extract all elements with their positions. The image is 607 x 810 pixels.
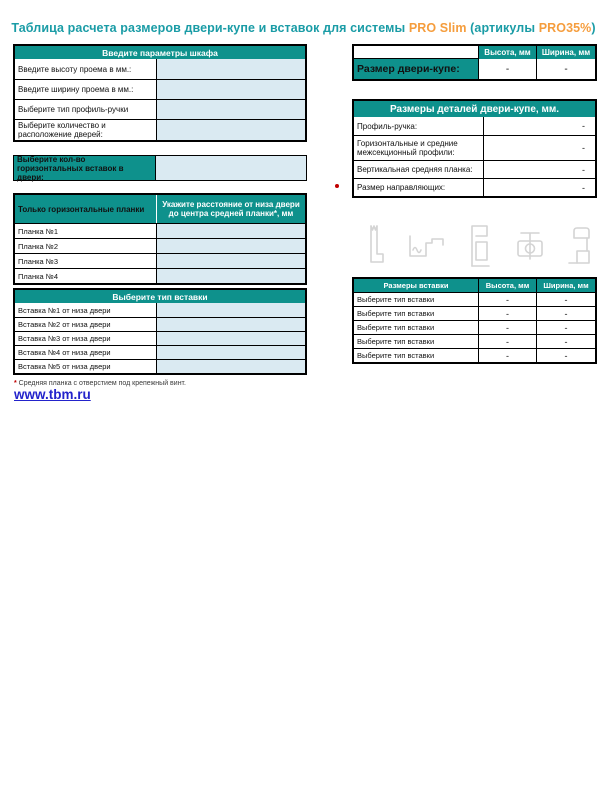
insert-row-1-width: - — [564, 294, 568, 305]
vstavka-3-type-input[interactable] — [157, 332, 305, 345]
insert-row-1-label: Выберите тип вставки — [354, 293, 479, 306]
handle-profile-size-label: Профиль-ручка: — [354, 117, 484, 135]
door-size-table — [352, 44, 597, 81]
planka-4-distance-input[interactable] — [157, 269, 305, 283]
handle-profile-size-value: - — [582, 121, 585, 131]
insert-row-4-width: - — [564, 336, 568, 347]
insert-row-4-height: - — [479, 335, 537, 348]
planka-1-distance-input[interactable] — [157, 224, 305, 238]
horizontal-profiles-size-label: Горизонтальные и средние межсекционный профили: — [354, 136, 484, 160]
footnote-asterisk: * — [14, 380, 17, 387]
insert-row-5-height: - — [479, 349, 537, 362]
insert-row-3-height: - — [479, 321, 537, 334]
inserts-col-height: Высота, мм — [479, 279, 537, 292]
door-count-layout-input[interactable] — [157, 120, 305, 140]
planka-2-label: Планка №2 — [15, 239, 157, 253]
guides-size-label: Размер направляющих: — [354, 179, 484, 196]
vstavka-4-label: Вставка №4 от низа двери — [15, 346, 157, 359]
vstavka-1-label: Вставка №1 от низа двери — [15, 303, 157, 317]
horizontal-profiles-size-value: - — [582, 143, 585, 153]
insert-row-2-label: Выберите тип вставки — [354, 307, 479, 320]
vstavka-1-type-input[interactable] — [157, 303, 305, 317]
door-size-row-label: Размер двери-купе: — [354, 59, 479, 79]
title-articles: PRO35% — [538, 21, 592, 35]
profile-icons-row — [364, 222, 596, 270]
red-marker-dot — [335, 184, 339, 188]
title-middle: (артикулы — [466, 21, 539, 35]
inserts-header: Размеры вставки — [354, 279, 479, 292]
vstavka-2-label: Вставка №2 от низа двери — [15, 318, 157, 331]
title-text: Таблица расчета размеров двери-купе и вставок для системы — [11, 21, 409, 35]
vstavka-5-label: Вставка №5 от низа двери — [15, 360, 157, 373]
planka-3-label: Планка №3 — [15, 254, 157, 268]
planks-table — [13, 193, 307, 285]
door-height-value: - — [479, 59, 537, 79]
horizontal-inserts-count-row — [13, 155, 307, 181]
planka-1-label: Планка №1 — [15, 224, 157, 238]
vertical-plank-size-label: Вертикальная средняя планка: — [354, 161, 484, 178]
door-size-empty-corner — [354, 46, 479, 59]
title-suffix: ) — [591, 21, 596, 35]
insert-row-1-height: - — [479, 293, 537, 306]
planka-2-distance-input[interactable] — [157, 239, 305, 253]
vstavka-4-type-input[interactable] — [157, 346, 305, 359]
insert-type-header: Выберите тип вставки — [15, 290, 305, 303]
details-header: Размеры деталей двери-купе, мм. — [354, 101, 595, 117]
side-profile-icon — [466, 224, 494, 268]
inserts-col-width: Ширина, мм — [537, 279, 595, 292]
door-size-col-height: Высота, мм — [479, 46, 537, 59]
handle-profile-icon — [364, 223, 388, 269]
opening-width-input[interactable] — [157, 80, 305, 99]
guides-size-value: - — [582, 182, 585, 193]
insert-row-5-width: - — [564, 350, 568, 361]
door-count-layout-label: Выберите количество и расположение дверей: — [15, 120, 157, 140]
insert-row-2-height: - — [479, 307, 537, 320]
vstavka-3-label: Вставка №3 от низа двери — [15, 332, 157, 345]
vstavka-5-type-input[interactable] — [157, 360, 305, 373]
door-width-value: - — [564, 63, 568, 75]
planka-4-label: Планка №4 — [15, 269, 157, 283]
footnote — [14, 380, 186, 387]
insert-row-3-label: Выберите тип вставки — [354, 321, 479, 334]
planks-col2-header: Укажите расстояние от низа двери до центра средней планки*, мм — [157, 195, 305, 223]
opening-width-label: Введите ширину проема в мм.: — [15, 80, 157, 99]
planka-3-distance-input[interactable] — [157, 254, 305, 268]
opening-height-input[interactable] — [157, 59, 305, 79]
insert-row-5-label: Выберите тип вставки — [354, 349, 479, 362]
footnote-text: Средняя планка с отверстием под крепежный винт. — [16, 380, 186, 387]
guide-profile-icon — [566, 225, 596, 267]
vertical-plank-size-value: - — [582, 164, 585, 175]
insert-row-3-width: - — [564, 322, 568, 333]
door-size-col-width: Ширина, мм — [537, 46, 595, 59]
title-brand: PRO Slim — [408, 21, 467, 35]
insert-type-table — [13, 288, 307, 375]
details-table — [352, 99, 597, 198]
page-title — [0, 21, 607, 35]
horizontal-inserts-count-input[interactable] — [156, 156, 306, 180]
roller-carriage-profile-icon — [513, 229, 547, 263]
inserts-sizes-table — [352, 277, 597, 364]
insert-row-4-label: Выберите тип вставки — [354, 335, 479, 348]
tbm-link[interactable]: www.tbm.ru — [14, 387, 91, 402]
bottom-track-profile-icon — [407, 231, 447, 261]
opening-height-label: Введите высоту проема в мм.: — [15, 59, 157, 79]
cabinet-params-table — [13, 44, 307, 142]
handle-profile-type-input[interactable] — [157, 100, 305, 119]
planks-col1-header: Только горизонтальные планки — [15, 195, 157, 223]
cabinet-params-header: Введите параметры шкафа — [15, 46, 305, 59]
vstavka-2-type-input[interactable] — [157, 318, 305, 331]
handle-profile-type-label: Выберите тип профиль-ручки — [15, 100, 157, 119]
horizontal-inserts-count-label: Выберите кол-во горизонтальных вставок в двери: — [14, 156, 156, 180]
insert-row-2-width: - — [564, 308, 568, 319]
